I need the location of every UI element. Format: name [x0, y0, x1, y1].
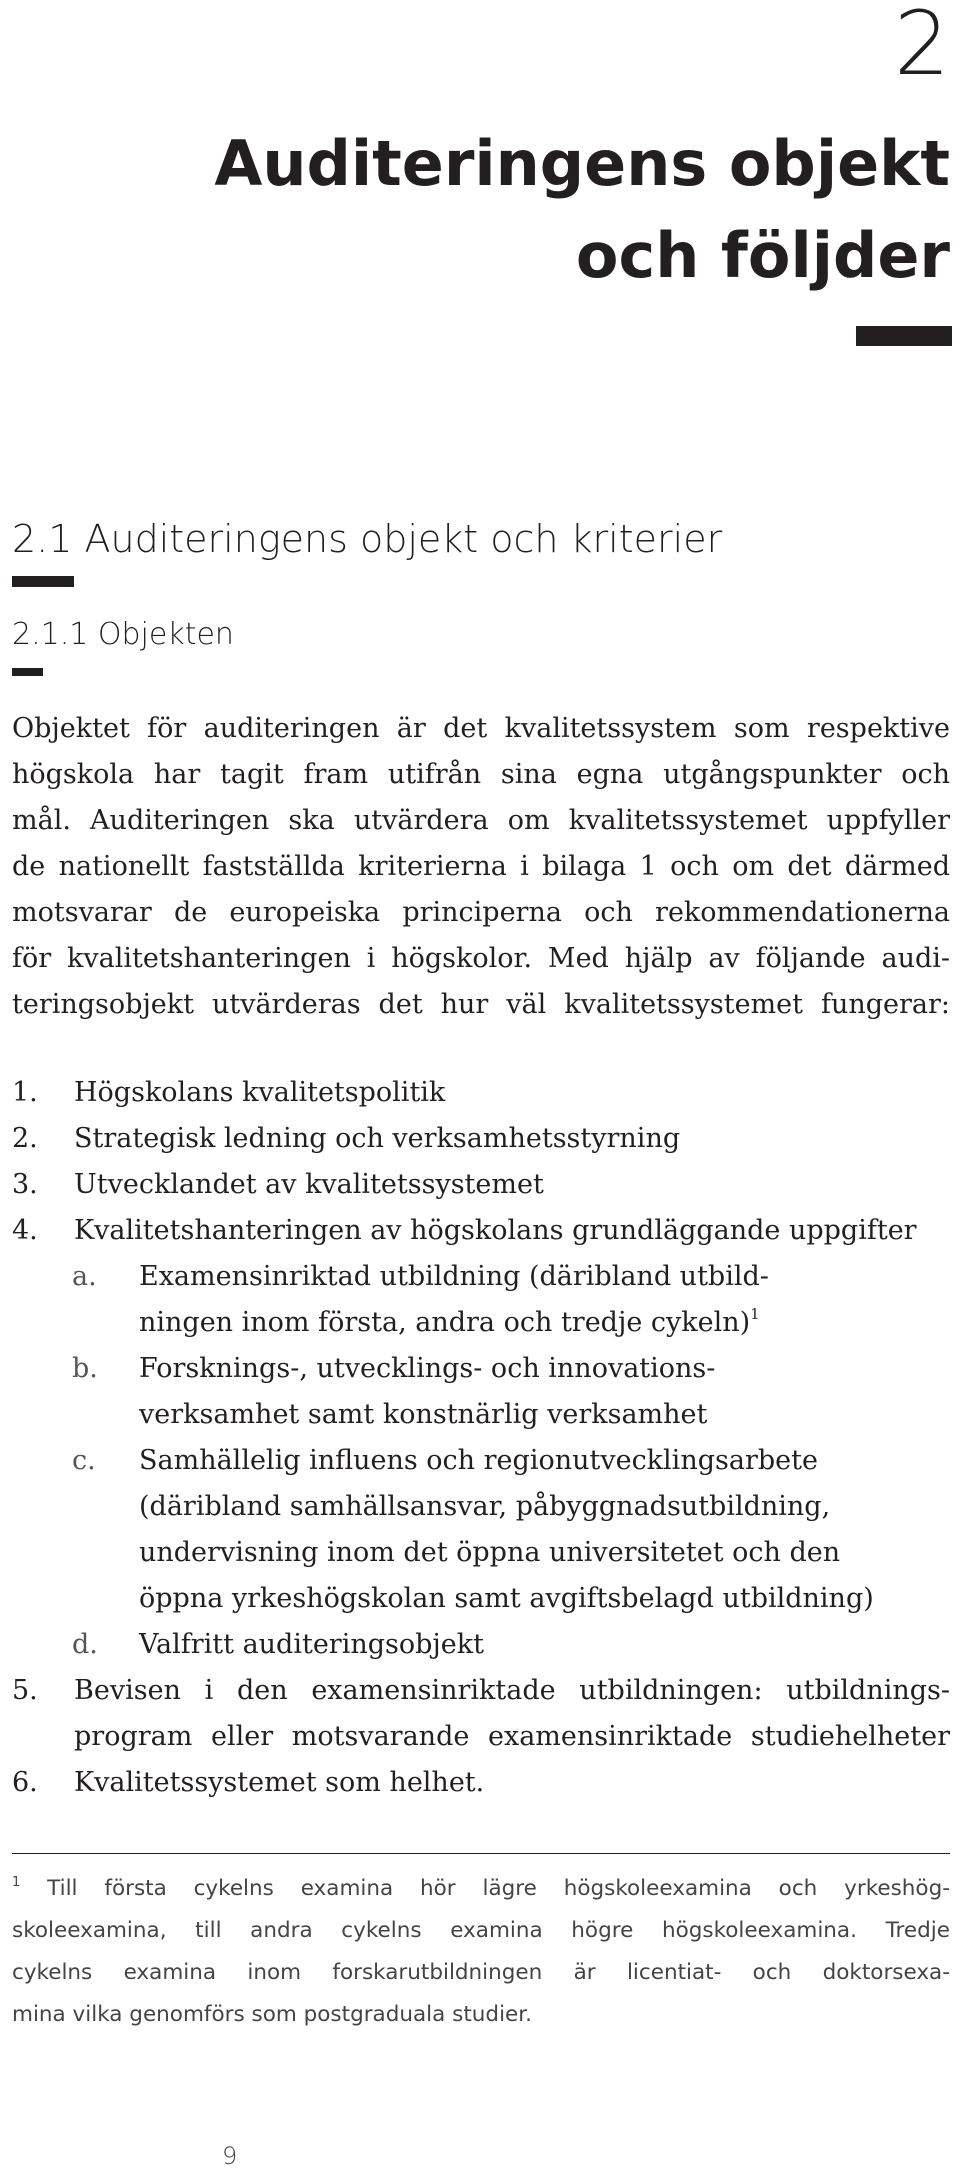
list-item: Kvalitetshanteringen av högskolans grundläggande uppgifter [74, 1215, 917, 1246]
subsection-heading: 2.1.1 Objekten [12, 617, 234, 652]
footnote-marker: 1 [12, 1875, 21, 1890]
sublist-item-line: (däribland samhällsansvar, påbyggnadsutbildning, [139, 1491, 831, 1522]
footnote-divider [12, 1853, 950, 1854]
sublist-letter: a. [72, 1261, 97, 1292]
subsection-divider-bar [12, 668, 43, 676]
footnote-reference: 1 [750, 1305, 760, 1323]
sublist-item-line [139, 1300, 760, 1346]
chapter-title-line: och följder [575, 219, 950, 292]
page-number: 9 [222, 2142, 238, 2170]
chapter-title-line: Auditeringens objekt [214, 127, 950, 200]
sublist-item-line: Examensinriktad utbildning (däribland utbild- [139, 1261, 769, 1292]
sublist-letter: b. [72, 1353, 98, 1384]
list-item: Utvecklandet av kvalitetssystemet [74, 1169, 544, 1200]
sublist-item-line: Forsknings-, utvecklings- och innovations- [139, 1353, 716, 1384]
chapter-divider-bar [856, 326, 952, 346]
footnote-line [12, 1868, 950, 1910]
sublist-item-line: öppna yrkeshögskolan samt avgiftsbelagd utbildning) [139, 1583, 874, 1614]
sublist-letter: c. [72, 1445, 96, 1476]
body-line: för kvalitetshanteringen i högskolor. Med hjälp av följande audi- [12, 943, 950, 974]
sublist-item-line: Valfritt auditeringsobjekt [139, 1629, 484, 1660]
sublist-letter: d. [72, 1629, 98, 1660]
list-number: 6. [12, 1767, 38, 1798]
list-item-line: program eller motsvarande examensinriktade studiehelheter [74, 1721, 950, 1752]
list-number: 3. [12, 1169, 38, 1200]
sublist-item-line: verksamhet samt konstnärlig verksamhet [139, 1399, 708, 1430]
chapter-title [214, 118, 950, 302]
body-line: motsvarar de europeiska principerna och rekommendationerna [12, 897, 950, 928]
body-line: mål. Auditeringen ska utvärdera om kvalitetssystemet uppfyller [12, 805, 950, 836]
body-line: teringsobjekt utvärderas det hur väl kvalitetssystemet fungerar: [12, 989, 950, 1020]
list-number: 1. [12, 1077, 38, 1108]
sublist-item-line: undervisning inom det öppna universitetet och den [139, 1537, 841, 1568]
footnote-text: Till första cykelns examina hör lägre högskoleexamina och yrkeshög- [47, 1876, 950, 1901]
footnote-line: mina vilka genomförs som postgraduala studier. [12, 2002, 532, 2027]
section-divider-bar [12, 576, 74, 587]
footnote-line: cykelns examina inom forskarutbildningen är licentiat- och doktorsexa- [12, 1960, 950, 1985]
list-item: Strategisk ledning och verksamhetsstyrning [74, 1123, 681, 1154]
body-line: högskola har tagit fram utifrån sina egna utgångspunkter och [12, 759, 950, 790]
list-number: 5. [12, 1675, 38, 1706]
body-line: Objektet för auditeringen är det kvalitetssystem som respektive [12, 713, 950, 744]
section-heading: 2.1 Auditeringens objekt och kriterier [12, 517, 723, 561]
list-number: 4. [12, 1215, 38, 1246]
sublist-item-line: Samhällelig influens och regionutvecklingsarbete [139, 1445, 818, 1476]
chapter-number: 2 [894, 0, 950, 95]
body-line: de nationellt fastställda kriterierna i bilaga 1 och om det därmed [12, 851, 950, 882]
list-item: Kvalitetssystemet som helhet. [74, 1767, 485, 1798]
list-item-line: Bevisen i den examensinriktade utbildningen: utbildnings- [74, 1675, 950, 1706]
list-number: 2. [12, 1123, 38, 1154]
list-item: Högskolans kvalitetspolitik [74, 1077, 446, 1108]
footnote-line: skoleexamina, till andra cykelns examina högre högskoleexamina. Tredje [12, 1918, 950, 1943]
sublist-item-text: ningen inom första, andra och tredje cykeln) [139, 1307, 751, 1338]
